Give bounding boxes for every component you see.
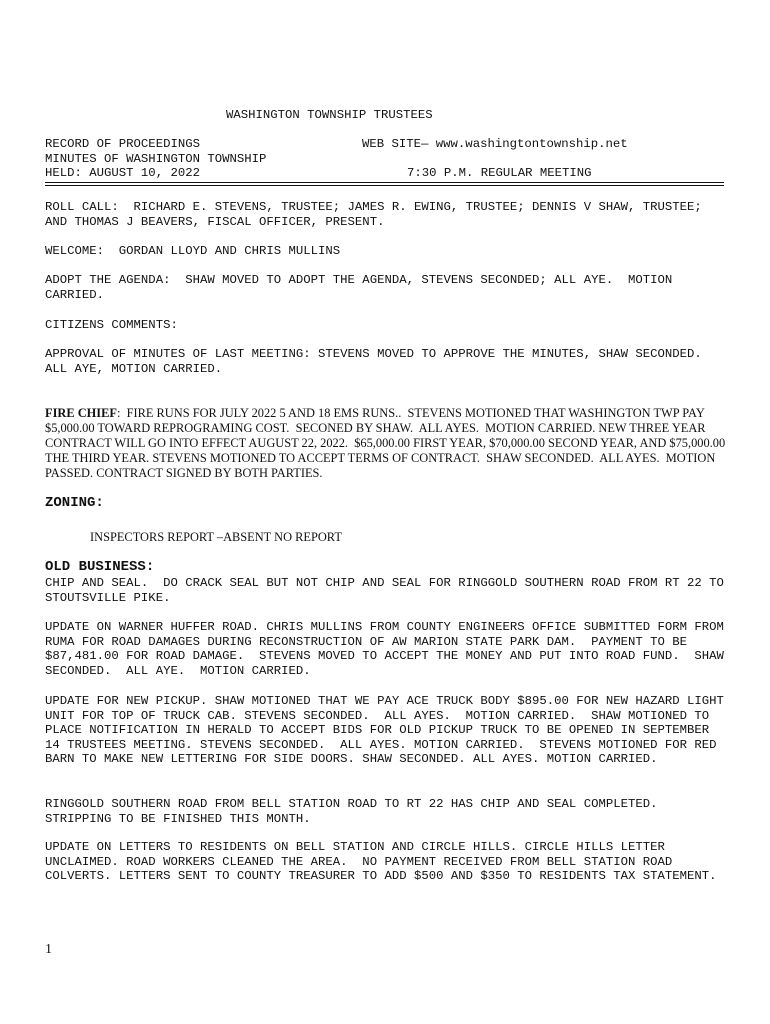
old-business-heading: OLD BUSINESS: (45, 559, 155, 575)
warner-huffer-update: UPDATE ON WARNER HUFFER ROAD. CHRIS MULLINS FROM COUNTY ENGINEERS OFFICE SUBMITTED FORM FROM RUMA FOR ROAD DAMAGES DURING RECONSTRUCTION OF AW MARION STATE PARK DAM. PAYMENT TO BE $87,481.00 FOR ROAD DAMAGE. STEVENS MOVED TO ACCEPT THE MONEY AND PUT INTO ROAD FUND. SHAW SECONDED. ALL AYE. MOTION CARRIED. (45, 620, 732, 678)
zoning-heading: ZONING: (45, 495, 104, 511)
meeting-time: 7:30 P.M. REGULAR MEETING (407, 166, 592, 180)
header-rule-top (45, 182, 724, 183)
fire-chief-text: : FIRE RUNS FOR JULY 2022 5 AND 18 EMS RUNS.. STEVENS MOTIONED THAT WASHINGTON TWP PAY $5,000.00 TOWARD REPROGRAMING COST. SECONED BY SHAW. ALL AYES. MOTION CARRIED. NEW THREE YEAR CONTRACT WILL GO INTO EFFECT AUGUST 22, 2022. $65,000.00 FIRST YEAR, $70,000.00 SECOND YEAR, AND $75,000.00 THE THIRD YEAR. STEVENS MOTIONED TO ACCEPT TERMS OF CONTRACT. SHAW SECONDED. ALL AYES. MOTION PASSED. CONTRACT SIGNED BY BOTH PARTIES. (45, 406, 729, 480)
roll-call: ROLL CALL: RICHARD E. STEVENS, TRUSTEE; JAMES R. EWING, TRUSTEE; DENNIS V SHAW, TRUSTEE; AND THOMAS J BEAVERS, FISCAL OFFICER, PRESENT. (45, 200, 710, 229)
header-rule-bottom (45, 185, 724, 186)
new-pickup-update: UPDATE FOR NEW PICKUP. SHAW MOTIONED THAT WE PAY ACE TRUCK BODY $895.00 FOR NEW HAZARD LIGHT UNIT FOR TOP OF TRUCK CAB. STEVENS SECONDED. ALL AYES. MOTION CARRIED. SHAW MOTIONED TO PLACE NOTIFICATION IN HERALD TO ACCEPT BIDS FOR OLD PICKUP TRUCK TO BE OPENED IN SEPTEMBER 14 TRUSTEES MEETING. STEVENS SECONDED. ALL AYES. MOTION CARRIED. STEVENS MOTIONED FOR RED BARN TO MAKE NEW LETTERING FOR SIDE DOORS. SHAW SECONDED. ALL AYES. MOTION CARRIED. (45, 694, 732, 767)
held-date: HELD: AUGUST 10, 2022 (45, 166, 200, 180)
page-number: 1 (45, 942, 52, 957)
chip-and-seal: CHIP AND SEAL. DO CRACK SEAL BUT NOT CHIP AND SEAL FOR RINGGOLD SOUTHERN ROAD FROM RT 22 TO STOUTSVILLE PIKE. (45, 576, 732, 605)
letters-update: UPDATE ON LETTERS TO RESIDENTS ON BELL STATION AND CIRCLE HILLS. CIRCLE HILLS LETTER UNCLAIMED. ROAD WORKERS CLEANED THE AREA. NO PAYMENT RECEIVED FROM BELL STATION ROAD COLVERTS. LETTERS SENT TO COUNTY TREASURER TO ADD $500 AND $350 TO RESIDENTS TAX STATEMENT. (45, 840, 717, 884)
welcome: WELCOME: GORDAN LLOYD AND CHRIS MULLINS (45, 244, 341, 258)
ringgold-road-update: RINGGOLD SOUTHERN ROAD FROM BELL STATION ROAD TO RT 22 HAS CHIP AND SEAL COMPLETED. STRIPPING TO BE FINISHED THIS MONTH. (45, 797, 665, 826)
citizens-comments: CITIZENS COMMENTS: (45, 318, 178, 332)
document-title: WASHINGTON TOWNSHIP TRUSTEES (226, 108, 433, 122)
adopt-agenda: ADOPT THE AGENDA: SHAW MOVED TO ADOPT THE AGENDA, STEVENS SECONDED; ALL AYE. MOTION CARRIED. (45, 273, 680, 302)
minutes-label: MINUTES OF WASHINGTON TOWNSHIP (45, 152, 267, 166)
fire-chief-paragraph (45, 406, 727, 481)
record-label: RECORD OF PROCEEDINGS (45, 137, 200, 151)
approval-minutes: APPROVAL OF MINUTES OF LAST MEETING: STEVENS MOVED TO APPROVE THE MINUTES, SHAW SECONDED. ALL AYE, MOTION CARRIED. (45, 347, 710, 376)
fire-chief-label: FIRE CHIEF (45, 406, 117, 420)
website-label: WEB SITE— www.washingtontownship.net (362, 137, 628, 151)
zoning-report: INSPECTORS REPORT –ABSENT NO REPORT (90, 530, 342, 544)
